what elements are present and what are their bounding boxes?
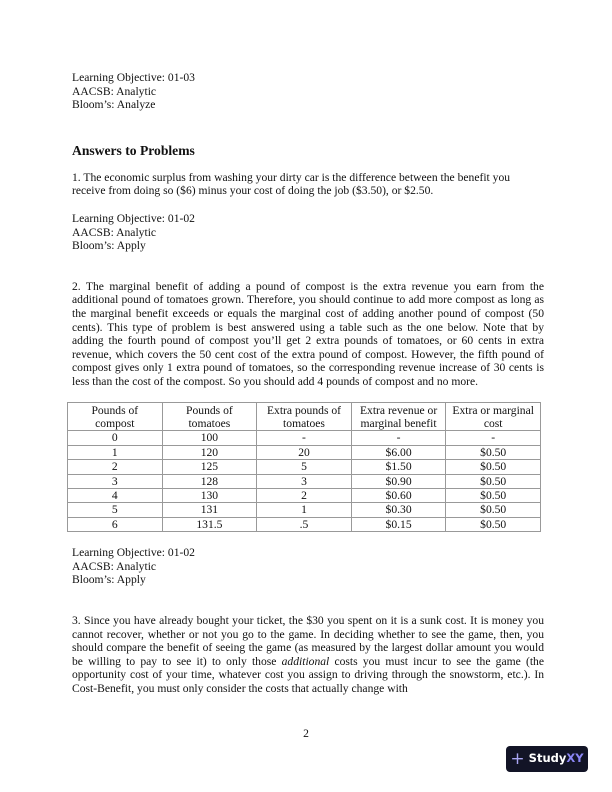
cell: 1 xyxy=(257,503,352,517)
cell: - xyxy=(351,431,446,445)
cell: 2 xyxy=(68,460,163,474)
cell: 4 xyxy=(68,488,163,502)
column-header-pounds-compost: Pounds of compost xyxy=(68,402,163,431)
document-page xyxy=(72,71,544,696)
cell: 100 xyxy=(162,431,257,445)
cell: 125 xyxy=(162,460,257,474)
compost-marginal-table xyxy=(67,402,541,533)
cell: 5 xyxy=(68,503,163,517)
column-header-marginal-benefit: Extra revenue or marginal benefit xyxy=(351,402,446,431)
cell: $0.50 xyxy=(446,488,541,502)
table-row xyxy=(68,431,541,445)
cell: $0.50 xyxy=(446,517,541,531)
cell: $0.60 xyxy=(351,488,446,502)
cell: 131 xyxy=(162,503,257,517)
brand-name: Study xyxy=(528,751,567,766)
table-row xyxy=(68,474,541,488)
column-header-pounds-tomatoes: Pounds of tomatoes xyxy=(162,402,257,431)
cell: 1 xyxy=(68,445,163,459)
table-row xyxy=(68,460,541,474)
cell: $0.50 xyxy=(446,445,541,459)
table-row xyxy=(68,503,541,517)
cell: $1.50 xyxy=(351,460,446,474)
cell: $0.90 xyxy=(351,474,446,488)
page-number: 2 xyxy=(303,727,309,740)
plus-icon: + xyxy=(510,748,525,769)
blooms-tag: Bloom’s: Apply xyxy=(72,239,146,253)
aacsb-tag: AACSB: Analytic xyxy=(72,559,157,573)
cell: 20 xyxy=(257,445,352,459)
cell: 120 xyxy=(162,445,257,459)
cell: .5 xyxy=(257,517,352,531)
table-row xyxy=(68,517,541,531)
cell: $0.50 xyxy=(446,460,541,474)
learning-objective: Learning Objective: 01-02 xyxy=(72,211,195,225)
cell: - xyxy=(446,431,541,445)
cell: 128 xyxy=(162,474,257,488)
learning-objective: Learning Objective: 01-03 xyxy=(72,71,195,84)
aacsb-tag: AACSB: Analytic xyxy=(72,225,157,239)
section-heading: Answers to Problems xyxy=(72,142,195,158)
aacsb-tag: AACSB: Analytic xyxy=(72,84,157,98)
cell: 131.5 xyxy=(162,517,257,531)
cell: $6.00 xyxy=(351,445,446,459)
table-header-row xyxy=(68,402,541,431)
column-header-marginal-cost: Extra or marginal cost xyxy=(446,402,541,431)
metadata-block-problem-2 xyxy=(72,546,544,587)
cell: $0.15 xyxy=(351,517,446,531)
emphasis-additional: additional xyxy=(281,654,330,668)
brand-accent: XY xyxy=(566,751,584,766)
cell: 3 xyxy=(257,474,352,488)
studyxy-watermark-badge[interactable] xyxy=(506,746,588,772)
cell: $0.30 xyxy=(351,503,446,517)
blooms-tag: Bloom’s: Analyze xyxy=(72,98,156,112)
cell: 5 xyxy=(257,460,352,474)
cell: $0.50 xyxy=(446,474,541,488)
cell: 2 xyxy=(257,488,352,502)
cell: - xyxy=(257,431,352,445)
cell: 130 xyxy=(162,488,257,502)
metadata-block-problem-1 xyxy=(72,212,544,253)
blooms-tag: Bloom’s: Apply xyxy=(72,573,146,587)
table-row xyxy=(68,445,541,459)
problem-2-answer: 2. The marginal benefit of adding a pound of compost is the extra revenue you earn from the additional pound of tomatoes grown. Therefore, you should continue to add more compost as long as the marginal benefit exceeds or equals the marginal cost of adding another pound of compost (50 cents). This type of problem is best answered using a table such as the one below. Note that by adding the fourth pound of compost you’ll get 2 extra pounds of tomatoes, or 60 cents in extra revenue, which covers the 50 cent cost of the extra pound of compost. However, the fifth pound of compost gives only 1 extra pound of tomatoes, so the corresponding revenue increase of 30 cents is less than the cost of the compost. So you should add 4 pounds of compost and no more. xyxy=(72,279,544,388)
cell: 6 xyxy=(68,517,163,531)
problem-3-answer: 3. Since you have already bought your ticket, the $30 you spent on it is a sunk cost. It is money you cannot recover, whether or not you go to the game. In deciding whether to see the game, then, you should compare the benefit of seeing the game (as measured by the largest dollar amount you would be willing to pay to see it) to only those additional costs you must incur to see the game (the opportunity cost of your time, whatever cost you assign to driving through the snowstorm, etc.). In Cost-Benefit, you must only consider the costs that actually change with xyxy=(72,613,544,695)
cell: 0 xyxy=(68,431,163,445)
cell: $0.50 xyxy=(446,503,541,517)
column-header-extra-tomatoes: Extra pounds of tomatoes xyxy=(257,402,352,431)
problem-1-answer: 1. The economic surplus from washing your dirty car is the difference between the benefit you receive from doing so ($6) minus your cost of doing the job ($3.50), or $2.50. xyxy=(72,170,511,198)
table-row xyxy=(68,488,541,502)
metadata-block-top xyxy=(72,71,544,112)
learning-objective: Learning Objective: 01-02 xyxy=(72,546,195,560)
cell: 3 xyxy=(68,474,163,488)
